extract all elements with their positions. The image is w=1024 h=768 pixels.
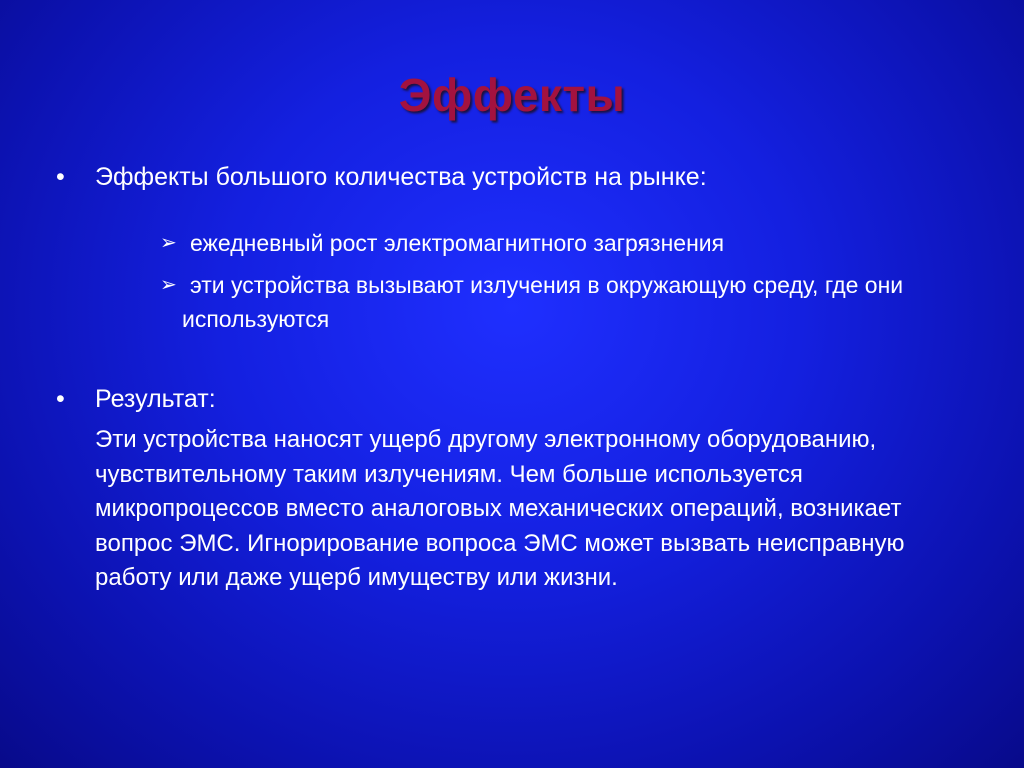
arrow-bullet-icon: ➢ — [160, 274, 177, 296]
bullet-marker: • — [56, 385, 65, 413]
bullet-marker: • — [56, 163, 65, 191]
sub-item-pollution: ежедневный рост электромагнитного загрязнения — [190, 230, 725, 256]
result-paragraph: Эти устройства наносят ущерб другому электронному оборудованию, чувствительному таким излучениям. Чем больше используется микропроцессов вместо аналоговых механических операций, возникает вопрос ЭМС. Игнорирование вопроса ЭМС может вызвать неисправную работу или даже ущерб имуществу или жизни. — [95, 426, 905, 591]
slide-title: Эффекты — [398, 69, 626, 121]
sub-item-emissions: эти устройства вызывают излучения в окружающую среду, где они используются — [182, 272, 904, 332]
bullet-text-result: Результат: — [95, 385, 216, 413]
bullet-text-effects: Эффекты большого количества устройств на рынке: — [95, 163, 707, 191]
arrow-bullet-icon: ➢ — [160, 232, 177, 254]
